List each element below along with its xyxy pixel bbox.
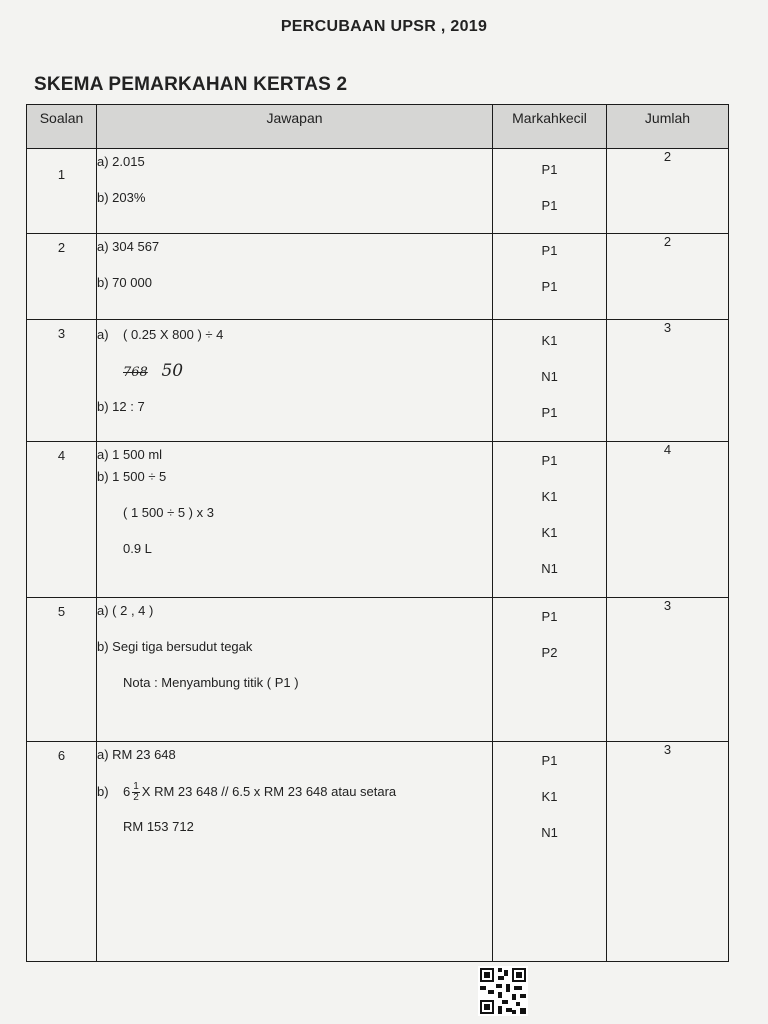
marks-cell (493, 149, 607, 234)
answer-line: RM 153 712 (123, 819, 194, 834)
mark: P1 (541, 609, 558, 624)
answer-line: b) 70 000 (97, 275, 152, 290)
table-row (27, 742, 729, 962)
table-header-row (27, 105, 729, 149)
answer-line: a) RM 23 648 (97, 747, 176, 762)
header-jawapan: Jawapan (97, 105, 493, 149)
header-markah: Markahkecil (493, 105, 607, 149)
mark: N1 (541, 825, 558, 840)
marks-cell (493, 320, 607, 442)
total-cell: 3 (607, 598, 729, 742)
answer-line: a) ( 2 , 4 ) (97, 603, 154, 618)
question-number: 1 (27, 149, 97, 234)
answer-cell (97, 149, 493, 234)
answer-line: b) 203% (97, 190, 146, 205)
answer-cell (97, 320, 493, 442)
total-cell: 3 (607, 320, 729, 442)
question-number: 2 (27, 234, 97, 320)
total-cell: 2 (607, 149, 729, 234)
answer-line: a) 304 567 (97, 239, 160, 254)
mark: P1 (541, 162, 558, 177)
table-row (27, 234, 729, 320)
mark: N1 (541, 369, 558, 384)
marks-cell (493, 742, 607, 962)
answer-line: a) ( 0.25 X 800 ) ÷ 4 (97, 327, 224, 342)
answer-line: b) 1 500 ÷ 5 (97, 469, 167, 484)
note-line: Nota : Menyambung titik ( P1 ) (123, 675, 299, 690)
mark: K1 (541, 333, 558, 348)
marking-scheme-table (26, 104, 729, 962)
exam-header: PERCUBAAN UPSR , 2019 (280, 18, 488, 35)
table-row (27, 320, 729, 442)
question-number: 4 (27, 442, 97, 598)
mark: P2 (541, 645, 558, 660)
struck-value: 768 (123, 365, 148, 380)
handwritten-correction (97, 362, 492, 398)
answer-line: ( 1 500 ÷ 5 ) x 3 (123, 505, 214, 520)
mark: K1 (541, 789, 558, 804)
answer-line: a) 1 500 ml (97, 447, 163, 462)
qr-code-icon (478, 966, 528, 1016)
marks-cell (493, 234, 607, 320)
answer-line: a) 2.015 (97, 154, 145, 169)
mark: P1 (541, 405, 558, 420)
total-cell: 3 (607, 742, 729, 962)
answer-line: b) 6 $\frac{1}{2}$ X RM 23 648 // 6.5 x RM 23 648 atau setara (97, 781, 397, 803)
answer-line: b) Segi tiga bersudut tegak (97, 639, 253, 654)
question-number: 5 (27, 598, 97, 742)
total-cell: 2 (607, 234, 729, 320)
fraction: $\frac{1}{2}$ (133, 781, 139, 803)
handwritten-value: 50 (161, 361, 184, 381)
mark: P1 (541, 753, 558, 768)
answer-cell (97, 234, 493, 320)
mark: N1 (541, 561, 558, 576)
answer-cell (97, 442, 493, 598)
question-number: 3 (27, 320, 97, 442)
answer-line: 0.9 L (123, 541, 152, 556)
question-number: 6 (27, 742, 97, 962)
document-title: SKEMA PEMARKAHAN KERTAS 2 (34, 74, 348, 95)
table-row (27, 149, 729, 234)
mark: P1 (541, 198, 558, 213)
header-jumlah: Jumlah (607, 105, 729, 149)
marks-cell (493, 442, 607, 598)
marks-cell (493, 598, 607, 742)
answer-cell (97, 742, 493, 962)
total-cell: 4 (607, 442, 729, 598)
answer-line: b) 12 : 7 (97, 399, 145, 414)
mark: K1 (541, 489, 558, 504)
mark: P1 (541, 279, 558, 294)
table-row (27, 598, 729, 742)
mark: K1 (541, 525, 558, 540)
mark: P1 (541, 243, 558, 258)
header-soalan: Soalan (27, 105, 97, 149)
table-row (27, 442, 729, 598)
mark: P1 (541, 453, 558, 468)
answer-cell (97, 598, 493, 742)
